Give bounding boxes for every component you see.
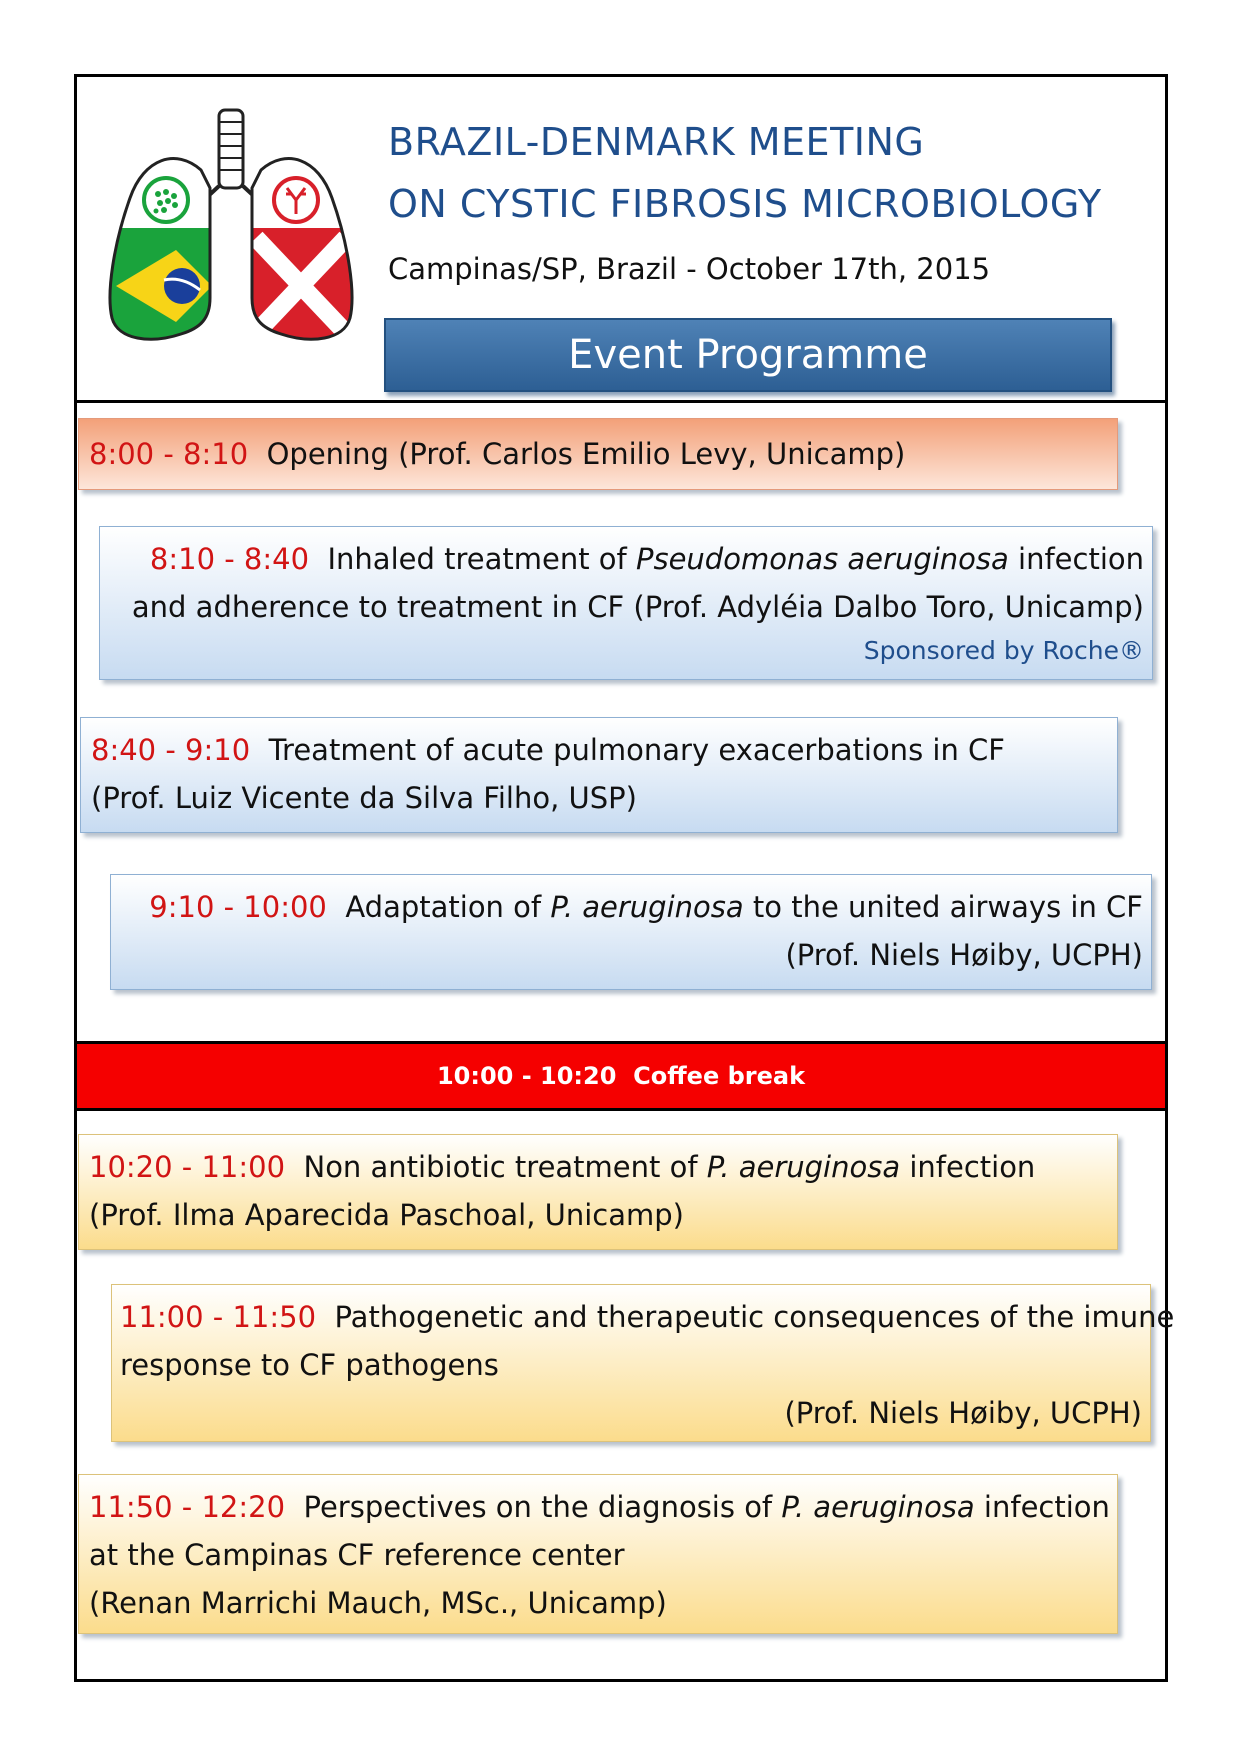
header-divider	[74, 400, 1168, 403]
session-time: 11:00 - 11:50	[120, 1300, 317, 1334]
session-speaker: (Prof. Niels Høiby, UCPH)	[784, 1396, 1142, 1430]
coffee-break-bar	[77, 1041, 1165, 1111]
session-title-line2: and adherence to treatment in CF (Prof. Adyléia Dalbo Toro, Unicamp)	[131, 590, 1144, 624]
session-title-b: infection	[900, 1150, 1036, 1184]
session-title-a: Inhaled treatment of	[327, 542, 636, 576]
session-speaker: (Renan Marrichi Mauch, MSc., Unicamp)	[89, 1586, 667, 1620]
session-speaker: (Prof. Luiz Vicente da Silva Filho, USP)	[91, 781, 637, 815]
session-opening	[78, 418, 1118, 490]
session-diagnosis-perspectives	[78, 1474, 1118, 1634]
session-title: Opening (Prof. Carlos Emilio Levy, Unicamp)	[266, 437, 906, 471]
session-title-species: Pseudomonas aeruginosa	[635, 542, 1009, 576]
lungs-logo-icon	[106, 108, 356, 353]
session-non-antibiotic	[78, 1134, 1118, 1250]
session-time: 8:00 - 8:10	[89, 437, 249, 471]
event-title-line1: BRAZIL-DENMARK MEETING	[388, 120, 925, 164]
session-title-a: Perspectives on the diagnosis of	[303, 1490, 782, 1524]
session-title-a: Non antibiotic treatment of	[303, 1150, 707, 1184]
session-speaker: (Prof. Niels Høiby, UCPH)	[785, 938, 1143, 972]
session-inhaled-treatment	[99, 526, 1153, 680]
event-programme-banner: Event Programme	[384, 318, 1112, 392]
session-title-b: to the united airways in CF	[743, 890, 1143, 924]
session-title-line2: at the Campinas CF reference center	[89, 1538, 625, 1572]
session-time: 9:10 - 10:00	[149, 890, 327, 924]
session-time: 11:50 - 12:20	[89, 1490, 286, 1524]
coffee-break-time: 10:00 - 10:20	[436, 1062, 617, 1090]
event-title-line2: ON CYSTIC FIBROSIS MICROBIOLOGY	[388, 182, 1102, 226]
sponsor-note: Sponsored by Roche®	[863, 636, 1144, 665]
session-pulmonary-exacerbations	[80, 717, 1118, 833]
session-title-species: P. aeruginosa	[706, 1150, 901, 1184]
session-title-line2: response to CF pathogens	[120, 1348, 499, 1382]
session-time: 10:20 - 11:00	[89, 1150, 286, 1184]
session-title-b: infection	[974, 1490, 1110, 1524]
event-location-date: Campinas/SP, Brazil - October 17th, 2015	[388, 252, 991, 286]
session-adaptation	[110, 874, 1152, 990]
session-title-species: P. aeruginosa	[781, 1490, 975, 1524]
session-title-b: infection	[1008, 542, 1144, 576]
session-time: 8:10 - 8:40	[149, 542, 310, 576]
coffee-break-label: Coffee break	[633, 1062, 806, 1090]
session-time: 8:40 - 9:10	[91, 733, 251, 767]
session-title: Pathogenetic and therapeutic consequences of the imune	[334, 1300, 1175, 1334]
session-title-a: Adaptation of	[345, 890, 551, 924]
session-title-species: P. aeruginosa	[550, 890, 744, 924]
session-title: Treatment of acute pulmonary exacerbations in CF	[268, 733, 1005, 767]
session-immune-response	[111, 1284, 1175, 1442]
session-speaker: (Prof. Ilma Aparecida Paschoal, Unicamp)	[89, 1198, 684, 1232]
